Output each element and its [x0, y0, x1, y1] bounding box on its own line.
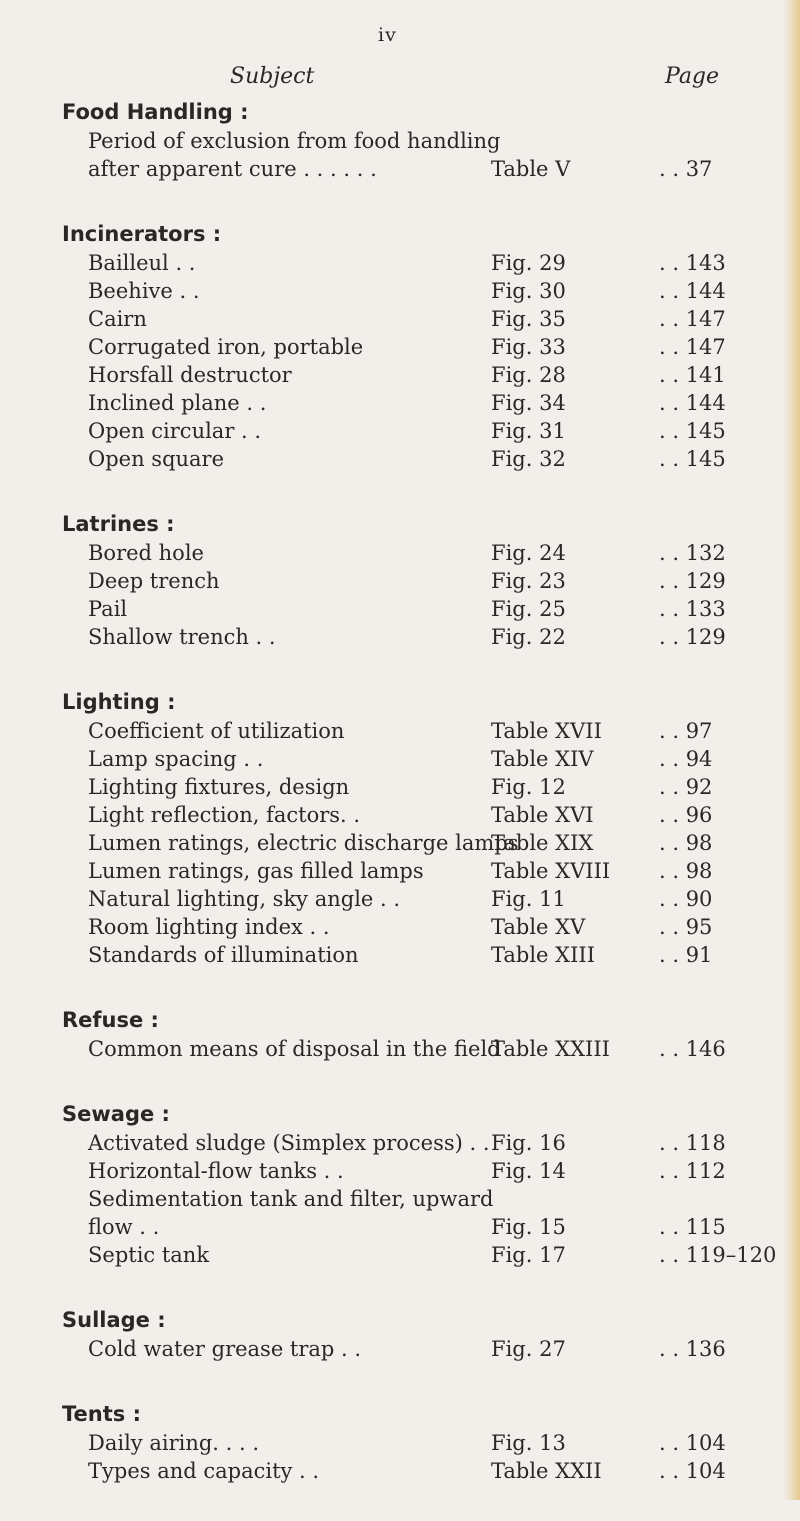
index-section — [62, 1005, 752, 1063]
entry-subject: Shallow trench . . — [88, 625, 276, 649]
entry-reference: Fig. 17 — [491, 1243, 566, 1267]
entry-subject: Inclined plane . . — [88, 391, 267, 415]
section-title: Sewage : — [62, 1102, 170, 1126]
entry-reference: Table XXII — [491, 1459, 602, 1483]
section-title: Latrines : — [62, 512, 175, 536]
entry-page: . . 115 — [659, 1215, 726, 1239]
section-title: Incinerators : — [62, 222, 222, 246]
entry-page: . . 133 — [659, 597, 726, 621]
index-row — [62, 539, 752, 567]
entry-page: . . 98 — [659, 859, 713, 883]
section-title: Food Handling : — [62, 100, 249, 124]
entry-page: . . 143 — [659, 251, 726, 275]
index-row — [62, 1185, 752, 1213]
index-row — [62, 333, 752, 361]
section-title: Refuse : — [62, 1008, 159, 1032]
entry-page: . . 145 — [659, 419, 726, 443]
entry-subject: Open circular . . — [88, 419, 262, 443]
index-row — [62, 623, 752, 651]
index-row — [62, 567, 752, 595]
index-row — [62, 249, 752, 277]
entry-page: . . 129 — [659, 569, 726, 593]
entry-subject: Types and capacity . . — [88, 1459, 320, 1483]
entry-page: . . 147 — [659, 335, 726, 359]
column-header-subject: Subject — [230, 64, 315, 89]
entry-reference: Table V — [491, 157, 571, 181]
entry-subject: Bailleul . . — [88, 251, 196, 275]
index-row — [62, 1157, 752, 1185]
entry-reference: Fig. 34 — [491, 391, 566, 415]
entry-subject: Corrugated iron, portable — [88, 335, 364, 359]
entry-subject: Common means of disposal in the field — [88, 1037, 501, 1061]
entry-reference: Fig. 32 — [491, 447, 566, 471]
entry-reference: Fig. 16 — [491, 1131, 566, 1155]
entry-subject: Deep trench — [88, 569, 220, 593]
entry-subject: Sedimentation tank and filter, upward — [88, 1187, 494, 1211]
entry-page: . . 144 — [659, 279, 726, 303]
entry-page: . . 104 — [659, 1431, 726, 1455]
entry-reference: Fig. 31 — [491, 419, 566, 443]
index-row — [62, 1335, 752, 1363]
index-row — [62, 773, 752, 801]
entry-page: . . 112 — [659, 1159, 726, 1183]
entry-page: . . 145 — [659, 447, 726, 471]
entry-page: . . 37 — [659, 157, 713, 181]
entry-page: . . 104 — [659, 1459, 726, 1483]
entry-reference: Table XIX — [491, 831, 594, 855]
index-row — [62, 913, 752, 941]
entry-reference: Fig. 15 — [491, 1215, 566, 1239]
index-row — [62, 1213, 752, 1241]
entry-reference: Fig. 28 — [491, 363, 566, 387]
index-row — [62, 745, 752, 773]
column-header-page: Page — [665, 64, 720, 89]
entry-subject: Lumen ratings, gas filled lamps — [88, 859, 424, 883]
index-row — [62, 127, 752, 155]
entry-reference: Table XIII — [491, 943, 595, 967]
entry-page: . . 119–120 — [659, 1243, 777, 1267]
index-row — [62, 829, 752, 857]
index-section — [62, 97, 752, 183]
index-row — [62, 155, 752, 183]
entry-reference: Fig. 30 — [491, 279, 566, 303]
index-section — [62, 1305, 752, 1363]
entry-subject: Natural lighting, sky angle . . — [88, 887, 401, 911]
index-row — [62, 1035, 752, 1063]
entry-reference: Fig. 25 — [491, 597, 566, 621]
index-row — [62, 857, 752, 885]
section-title: Lighting : — [62, 690, 176, 714]
index-row — [62, 445, 752, 473]
entry-subject: Open square — [88, 447, 225, 471]
entry-subject: Light reflection, factors. . — [88, 803, 361, 827]
index-row — [62, 417, 752, 445]
entry-page: . . 118 — [659, 1131, 726, 1155]
entry-reference: Table XVI — [491, 803, 594, 827]
entry-subject: Period of exclusion from food handling — [88, 129, 501, 153]
entry-page: . . 94 — [659, 747, 713, 771]
entry-reference: Fig. 35 — [491, 307, 566, 331]
entry-page: . . 129 — [659, 625, 726, 649]
index-row — [62, 277, 752, 305]
index-row — [62, 389, 752, 417]
entry-subject: Cold water grease trap . . — [88, 1337, 362, 1361]
entry-subject: Cairn — [88, 307, 147, 331]
index-row — [62, 717, 752, 745]
entry-page: . . 98 — [659, 831, 713, 855]
entry-reference: Table XV — [491, 915, 586, 939]
entry-page: . . 92 — [659, 775, 713, 799]
entry-page: . . 136 — [659, 1337, 726, 1361]
entry-reference: Table XXIII — [491, 1037, 610, 1061]
entry-subject: Room lighting index . . — [88, 915, 330, 939]
entry-reference: Table XVIII — [491, 859, 611, 883]
page-number: iv — [378, 24, 397, 46]
entry-reference: Fig. 22 — [491, 625, 566, 649]
entry-reference: Fig. 14 — [491, 1159, 566, 1183]
entry-page: . . 90 — [659, 887, 713, 911]
entry-reference: Fig. 23 — [491, 569, 566, 593]
index-section — [62, 687, 752, 969]
index-row — [62, 361, 752, 389]
entry-subject: Pail — [88, 597, 128, 621]
entry-subject: Horizontal-flow tanks . . — [88, 1159, 344, 1183]
entry-subject: flow . . — [88, 1215, 160, 1239]
index-section — [62, 1399, 752, 1485]
entry-page: . . 144 — [659, 391, 726, 415]
entry-subject: after apparent cure . . . . . . — [88, 157, 377, 181]
entry-reference: Fig. 27 — [491, 1337, 566, 1361]
entry-reference: Fig. 11 — [491, 887, 566, 911]
entry-subject: Standards of illumination — [88, 943, 359, 967]
entry-page: . . 146 — [659, 1037, 726, 1061]
entry-subject: Bored hole — [88, 541, 204, 565]
entry-subject: Lighting fixtures, design — [88, 775, 350, 799]
entry-reference: Fig. 13 — [491, 1431, 566, 1455]
section-title: Sullage : — [62, 1308, 166, 1332]
entry-subject: Beehive . . — [88, 279, 200, 303]
entry-subject: Coefficient of utilization — [88, 719, 345, 743]
entry-subject: Horsfall destructor — [88, 363, 292, 387]
entry-subject: Lumen ratings, electric discharge lamps — [88, 831, 519, 855]
entry-subject: Septic tank — [88, 1243, 210, 1267]
entry-page: . . 147 — [659, 307, 726, 331]
index-section — [62, 1099, 777, 1269]
index-row — [62, 595, 752, 623]
entry-page: . . 95 — [659, 915, 713, 939]
index-row — [62, 1241, 777, 1269]
index-row — [62, 305, 752, 333]
entry-reference: Fig. 29 — [491, 251, 566, 275]
index-row — [62, 885, 752, 913]
section-title: Tents : — [62, 1402, 141, 1426]
index-entries — [62, 97, 777, 1521]
page-edge — [782, 0, 800, 1500]
entry-subject: Daily airing. . . . — [88, 1431, 260, 1455]
index-row — [62, 1129, 752, 1157]
entry-subject: Lamp spacing . . — [88, 747, 264, 771]
entry-reference: Fig. 33 — [491, 335, 566, 359]
entry-page: . . 96 — [659, 803, 713, 827]
entry-page: . . 91 — [659, 943, 713, 967]
index-row — [62, 1429, 752, 1457]
entry-reference: Fig. 24 — [491, 541, 566, 565]
entry-page: . . 141 — [659, 363, 726, 387]
index-section — [62, 509, 752, 651]
index-row — [62, 941, 752, 969]
entry-page: . . 132 — [659, 541, 726, 565]
index-row — [62, 1457, 752, 1485]
entry-subject: Activated sludge (Simplex process) . . — [88, 1131, 490, 1155]
index-section — [62, 219, 752, 473]
entry-reference: Table XVII — [491, 719, 602, 743]
entry-page: . . 97 — [659, 719, 713, 743]
entry-reference: Fig. 12 — [491, 775, 566, 799]
entry-reference: Table XIV — [491, 747, 594, 771]
index-row — [62, 801, 752, 829]
